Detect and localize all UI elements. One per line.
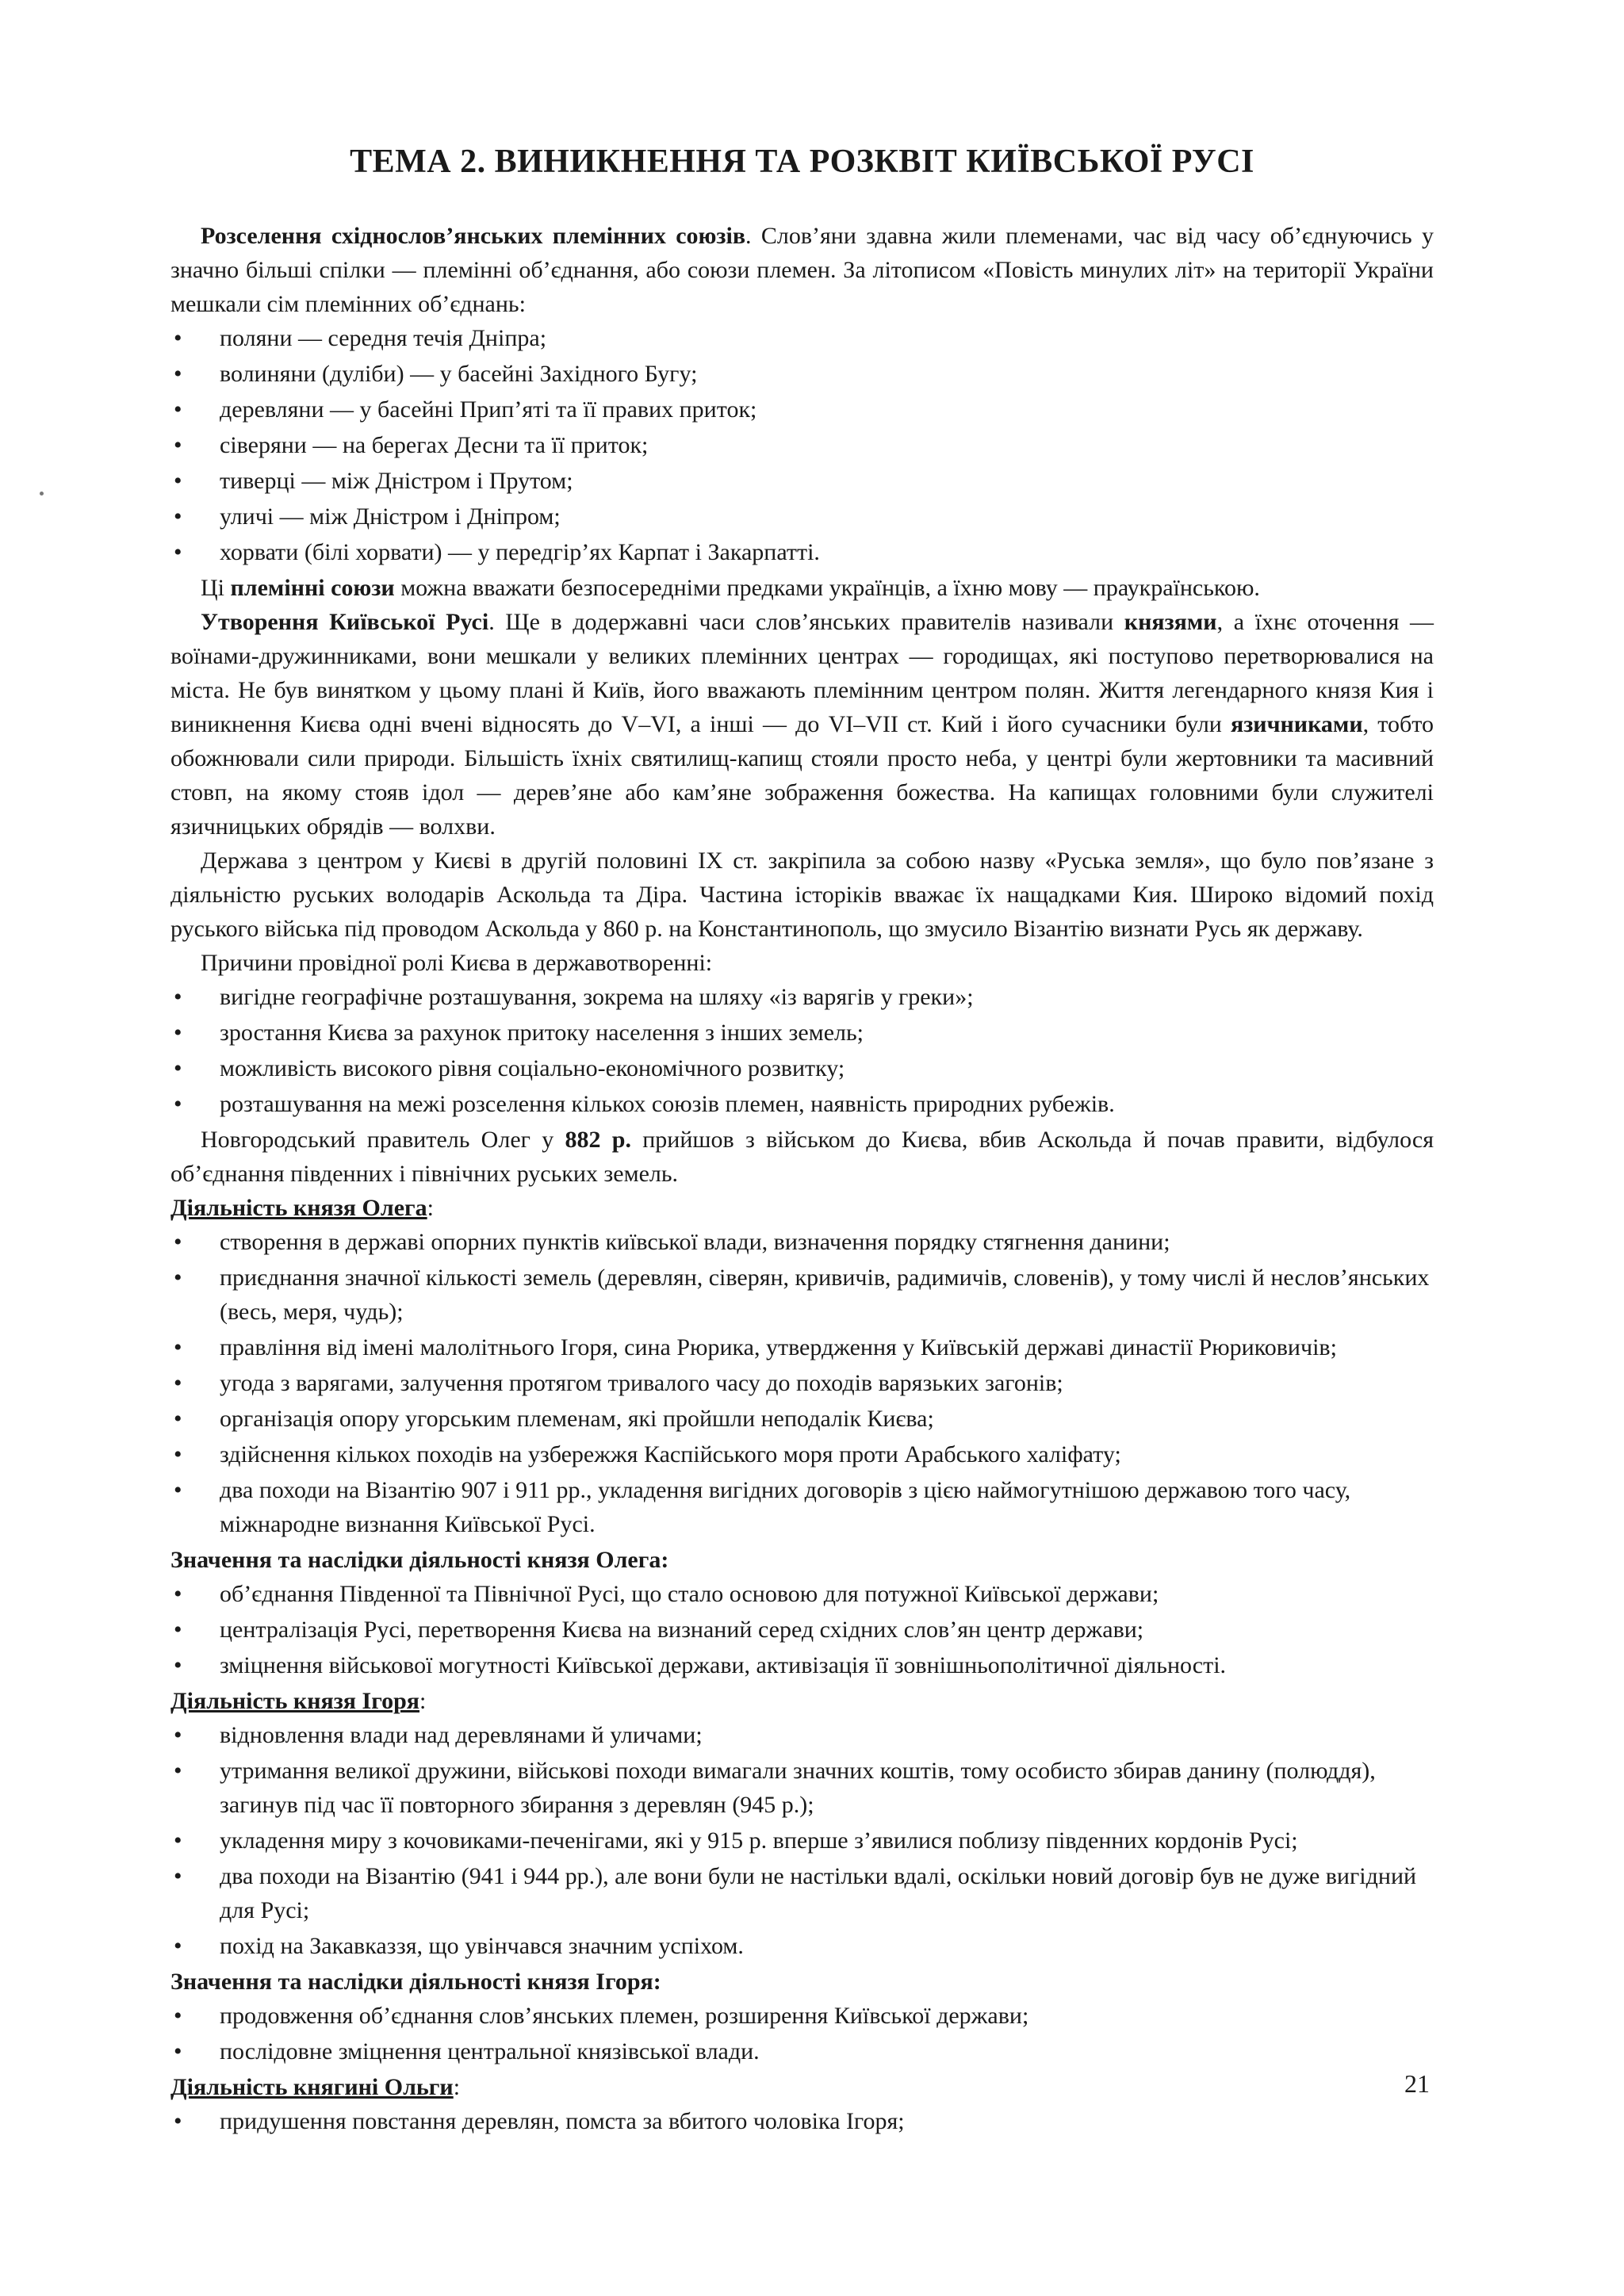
page-number: 21 <box>1404 2069 1430 2098</box>
list-item: • відновлення влади над деревлянами й уличами; <box>170 1718 1434 1752</box>
olga-activity-list <box>170 2104 1434 2138</box>
text-fragment: Ці <box>201 575 231 601</box>
list-item: • здійснення кількох походів на узбережжя Каспійського моря проти Арабського халіфату; <box>170 1437 1434 1471</box>
term-tribal-unions: племінні союзи <box>230 575 395 601</box>
oleg-activity-heading <box>170 1191 1434 1225</box>
term-princes: князями <box>1124 609 1217 635</box>
page-content <box>170 219 1434 2138</box>
list-item: • зміцнення військової могутності Київської держави, активізація її зовнішньополітичної діяльності. <box>170 1648 1434 1682</box>
intro-heading: Розселення східнослов’янських племінних союзів <box>201 223 746 249</box>
text-fragment: , а їхнє оточення — воїнами-дружинниками, вони мешкали у великих племінних центрах — городищах, які поступово перетворювалися на міста. Не був винятком у цьому плані й Київ, його вважають племінним центром полян. Життя легендарного князя Кия і виникнення Києва одні вчені відносять до V–VI, а інші — до VI–VII ст. Кий і його сучасники були <box>170 609 1434 737</box>
heading-text: Діяльність князя Олега <box>170 1195 427 1221</box>
igor-results-list <box>170 1999 1434 2068</box>
list-item: • угода з варягами, залучення протягом тривалого часу до походів варязьких загонів; <box>170 1366 1434 1400</box>
list-item: • деревляни — у басейні Прип’яті та її правих приток; <box>170 392 1434 427</box>
list-item: • хорвати (білі хорвати) — у передгір’ях Карпат і Закарпатті. <box>170 535 1434 569</box>
list-item: • волиняни (дуліби) — у басейні Західного Бугу; <box>170 357 1434 391</box>
list-item: • укладення миру з кочовиками-печенігами, які у 915 р. вперше з’явилися поблизу південних кордонів Русі; <box>170 1823 1434 1858</box>
text-fragment: Держава з центром у Києві в другій половині IX ст. закріпила за собою назву «Руська земля», що було пов’язане з діяльністю руських володарів Аскольда та Діра. Частина історіків вважає їх нащадками Кия. Широко відомий похід руського війська під проводом Аскольда у 860 р. на Константинополь, що змусило Візантію визнати Русь як державу. <box>170 848 1434 942</box>
igor-activity-heading <box>170 1684 1434 1718</box>
formation-paragraph <box>170 605 1434 844</box>
list-item: • послідовне зміцнення центральної князівської влади. <box>170 2034 1434 2068</box>
scan-speck <box>40 492 44 496</box>
list-item: • об’єднання Південної та Північної Русі, що стало основою для потужної Київської держави; <box>170 1577 1434 1611</box>
colon: : <box>427 1195 434 1221</box>
formation-heading: Утворення Київської Русі <box>201 609 489 635</box>
olga-activity-heading <box>170 2070 1434 2104</box>
oleg-results-list <box>170 1577 1434 1682</box>
oleg-activity-list <box>170 1225 1434 1541</box>
list-item: • продовження об’єднання слов’янських племен, розширення Київської держави; <box>170 1999 1434 2033</box>
igor-results-heading: Значення та наслідки діяльності князя Ігоря: <box>170 1969 661 1995</box>
list-item: • два походи на Візантію (941 і 944 рр.), але вони були не настільки вдалі, оскільки новий договір був не дуже вигідний для Русі; <box>170 1859 1434 1927</box>
list-item: • можливість високого рівня соціально-економічного розвитку; <box>170 1051 1434 1085</box>
colon: : <box>419 1688 427 1714</box>
list-item: • сіверяни — на берегах Десни та її приток; <box>170 428 1434 462</box>
list-item: • тиверці — між Дністром і Прутом; <box>170 464 1434 498</box>
list-item: • уличі — між Дністром і Дніпром; <box>170 499 1434 534</box>
text-fragment: прийшов з військом до Києва, вбив Аскольда й почав правити, відбулося об’єднання південних і північних руських земель. <box>170 1127 1434 1187</box>
igor-activity-list <box>170 1718 1434 1963</box>
list-item: • придушення повстання деревлян, помста за вбитого чоловіка Ігоря; <box>170 2104 1434 2138</box>
reasons-intro <box>170 946 1434 980</box>
list-item: • приєднання значної кількості земель (деревлян, сіверян, кривичів, радимичів, словенів), у тому числі й неслов’янських (весь, меря, чудь); <box>170 1261 1434 1329</box>
text-fragment: . Ще в додержавні часи слов’янських правителів називали <box>488 609 1124 635</box>
list-item: • розташування на межі розселення кількох союзів племен, наявність природних рубежів. <box>170 1087 1434 1121</box>
text-fragment: Новгородський правитель Олег у <box>201 1127 565 1153</box>
text-fragment: можна вважати безпосередніми предками українців, а їхню мову — праукраїнською. <box>394 575 1260 601</box>
intro-paragraph <box>170 219 1434 321</box>
year-882: 882 р. <box>565 1127 631 1153</box>
list-item: • організація опору угорським племенам, які пройшли неподалік Києва; <box>170 1402 1434 1436</box>
colon: : <box>453 2074 461 2100</box>
oleg-paragraph <box>170 1123 1434 1191</box>
tribes-list <box>170 321 1434 569</box>
list-item: • створення в державі опорних пунктів київської влади, визначення порядку стягнення данини; <box>170 1225 1434 1259</box>
list-item: • вигідне географічне розташування, зокрема на шляху «із варягів у греки»; <box>170 980 1434 1014</box>
state-paragraph <box>170 844 1434 946</box>
list-item: • утримання великої дружини, військові походи вимагали значних коштів, тому особисто збирав данину (полюддя), загинув під час її повторного збирання з деревлян (945 р.); <box>170 1754 1434 1822</box>
tribal-unions-paragraph <box>170 571 1434 605</box>
list-item: • два походи на Візантію 907 і 911 рр., укладення вигідних договорів з цією наймогутнішою державою того часу, міжнародне визнання Київської Русі. <box>170 1473 1434 1541</box>
list-item: • централізація Русі, перетворення Києва на визнаний серед східних слов’ян центр держави; <box>170 1613 1434 1647</box>
heading-text: Діяльність княгині Ольги <box>170 2074 454 2100</box>
heading-text: Діяльність князя Ігоря <box>170 1688 419 1714</box>
reasons-list <box>170 980 1434 1121</box>
text-fragment: Причини провідної ролі Києва в державотворенні: <box>201 950 713 976</box>
intro-text: . Слов’яни здавна жили племенами, час від часу об’єднуючись у значно більші спілки — племінні об’єднання, або союзи племен. За літописом «Повість минулих літ» на території України мешкали сім племінних об’єднань: <box>170 223 1434 317</box>
page-title: ТЕМА 2. ВИНИКНЕННЯ ТА РОЗКВІТ КИЇВСЬКОЇ РУСІ <box>350 144 1254 180</box>
list-item: • зростання Києва за рахунок притоку населення з інших земель; <box>170 1016 1434 1050</box>
list-item: • поляни — середня течія Дніпра; <box>170 321 1434 355</box>
list-item: • похід на Закавказзя, що увінчався значним успіхом. <box>170 1929 1434 1963</box>
term-pagans: язичниками <box>1231 711 1363 737</box>
oleg-results-heading: Значення та наслідки діяльності князя Олега: <box>170 1547 669 1573</box>
list-item: • правління від імені малолітнього Ігоря, сина Рюрика, утвердження у Київській державі династії Рюриковичів; <box>170 1330 1434 1364</box>
text-fragment: , тобто обожнювали сили природи. Більшість їхніх святилищ-капищ стояли просто неба, у центрі були жертовники та масивний стовп, на якому стояв ідол — дерев’яне або кам’яне зображення божества. На капищах головними були служителі язичницьких обрядів — волхви. <box>170 711 1434 840</box>
